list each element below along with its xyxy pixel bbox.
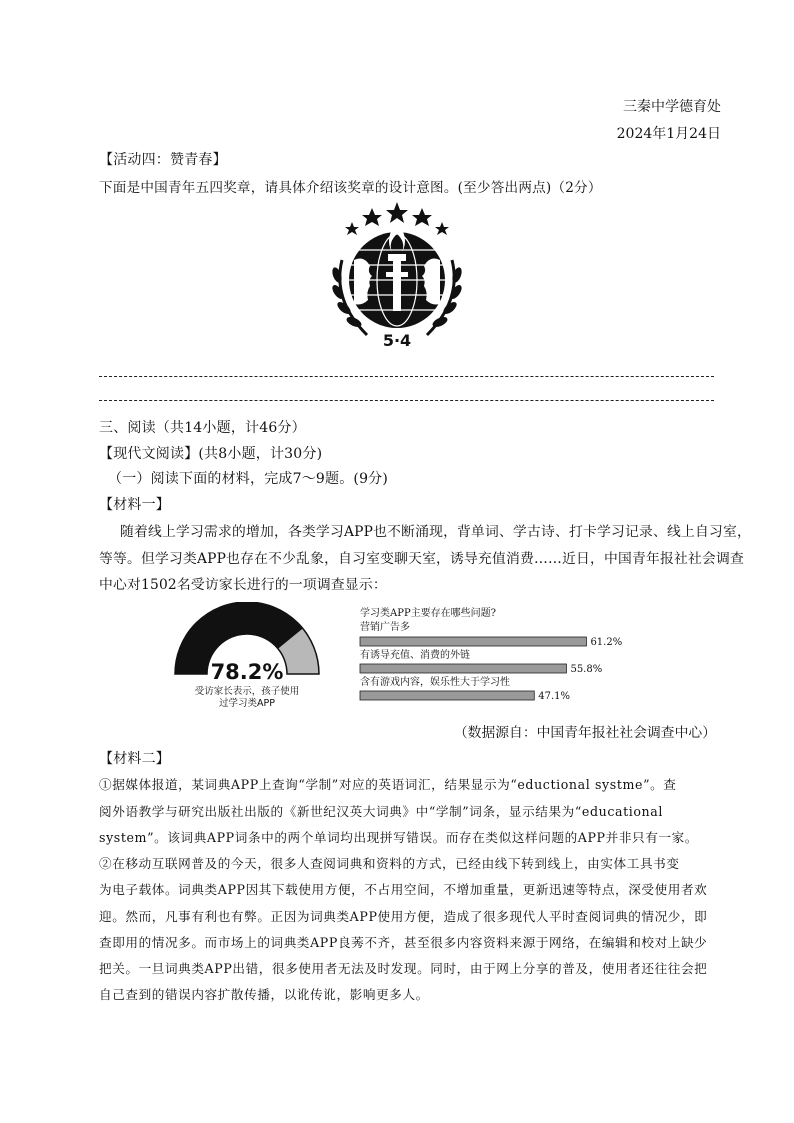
- donut-caption-1: 受访家长表示，孩子使用: [194, 686, 300, 697]
- material2-line-8: 把关。一旦词典类APP出错，很多使用者无法及时发现。同时，由于网上分享的普及，使用者还往往会把: [99, 961, 708, 976]
- answer-line-2: [99, 400, 714, 401]
- material2-line-5: 为电子载体。词典类APP因其下载使用方便，不占用空间，不增加重量，更新迅速等特点，深受使用者欢: [99, 882, 708, 897]
- bar-3: [360, 691, 534, 700]
- problems-bar-chart: [358, 606, 648, 706]
- material2-line-7: 查即用的情况多。而市场上的词典类APP良莠不齐，甚至很多内容资料来源于网络，在编辑和校对上缺少: [99, 935, 708, 950]
- answer-line-1: [99, 376, 714, 377]
- material2-label: 【材料二】: [99, 751, 170, 767]
- material2-line-9: 自己查到的错误内容扩散传播，以讹传讹，影响更多人。: [99, 987, 429, 1002]
- section3-title: 三、阅读（共14小题，计46分）: [99, 420, 306, 436]
- part1-instruction: （一）阅读下面的材料，完成7～9题。(9分): [108, 471, 389, 487]
- donut-big-label: 78.2%: [210, 660, 284, 684]
- material2-line-2: 阅外语教学与研究出版社出版的《新世纪汉英大词典》中“学制”词条，显示结果为“educational: [99, 804, 664, 819]
- material2-line-4: ②在移动互联网普及的今天，很多人查阅词典和资料的方式，已经由线下转到线上，由实体工具书变: [99, 856, 680, 871]
- bar-category-3: 含有游戏内容，娱乐性大于学习性: [360, 677, 510, 688]
- material2-line-1: ①据媒体报道，某词典APP上查询“学制”对应的英语词汇，结果显示为“eductional systme”。查: [99, 777, 677, 792]
- may-fourth-medal-emblem: [322, 200, 472, 350]
- modern-reading-title: 【现代文阅读】(共8小题，计30分): [99, 446, 323, 462]
- issue-date: 2024年1月24日: [616, 126, 721, 142]
- material1-line-3: 中心对1502名受访家长进行的一项调查显示：: [99, 577, 387, 593]
- bar-2: [360, 664, 566, 673]
- data-source-note: （数据源自：中国青年报社社会调查中心）: [453, 725, 716, 741]
- bar-category-1: 营销广告多: [360, 622, 410, 633]
- material2-line-3: system”。该词典APP词条中的两个单词均出现拼写错误。而存在类似这样问题的APP并非只有一家。: [99, 830, 698, 845]
- donut-caption-2: 过学习类APP: [219, 698, 275, 709]
- bar-value-2: 55.8%: [570, 664, 603, 675]
- bar-1: [360, 637, 586, 646]
- issuer-org: 三秦中学德育处: [623, 99, 721, 115]
- bar-value-1: 61.2%: [590, 637, 623, 648]
- material1-line-1: 随着线上学习需求的增加，各类学习APP也不断涌现，背单词、学古诗、打卡学习记录、线上自习室，: [120, 524, 751, 540]
- material1-line-2: 等等。但学习类APP也存在不少乱象，自习室变聊天室，诱导充值消费……近日，中国青年报社社会调查: [99, 551, 744, 567]
- bar-value-3: 47.1%: [538, 691, 571, 702]
- material2-line-6: 迎。然而，凡事有利也有弊。正因为词典类APP使用方便，造成了很多现代人平时查阅词典的情况少，即: [99, 909, 708, 924]
- usage-donut-chart: [172, 602, 332, 712]
- activity-question: 下面是中国青年五四奖章，请具体介绍该奖章的设计意图。(至少答出两点)（2分）: [99, 180, 602, 196]
- bar-category-2: 有诱导充值、消费的外链: [360, 650, 470, 661]
- activity-title: 【活动四：赞青春】: [99, 152, 227, 168]
- bar-chart-title: 学习类APP主要存在哪些问题?: [360, 608, 497, 619]
- emblem-54-label: 5·4: [382, 331, 412, 350]
- material1-label: 【材料一】: [99, 497, 170, 513]
